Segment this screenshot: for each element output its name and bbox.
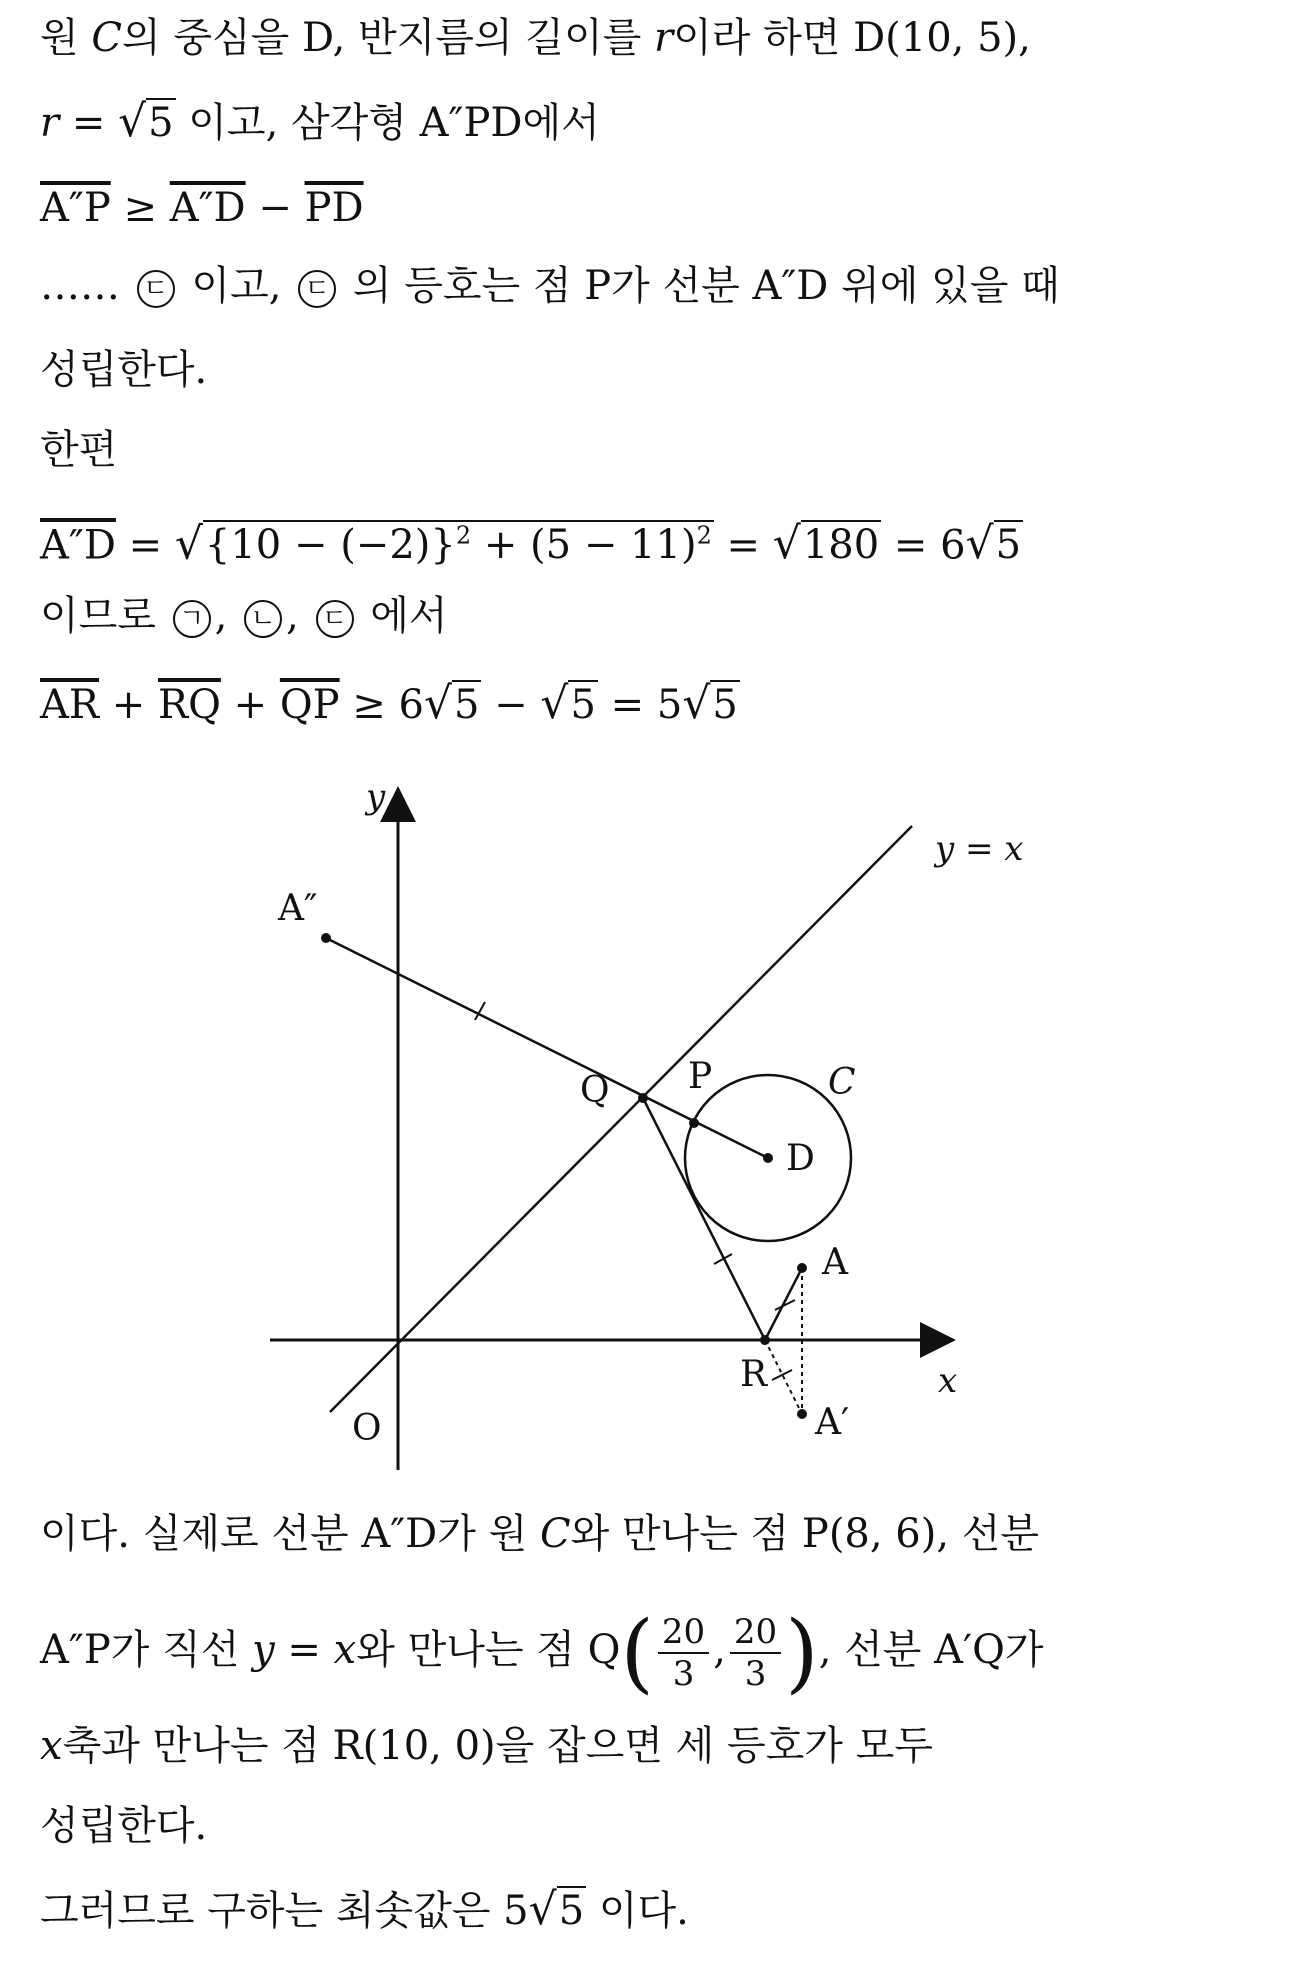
radius-var: r <box>653 15 674 61</box>
point-R <box>760 1335 770 1345</box>
exponent: 2 <box>455 522 472 550</box>
circle-name: C <box>539 1511 571 1557</box>
point-Q <box>638 1093 648 1103</box>
sqrt-arg: 5 <box>995 522 1022 569</box>
minus: − <box>481 682 541 728</box>
label-x-axis: x <box>938 1361 958 1401</box>
sqrt-arg: 5 <box>148 100 174 146</box>
sqrt-expr: √5 <box>540 678 596 729</box>
text-seg: 와 만나는 점 Q <box>356 1627 621 1673</box>
paren: ) <box>785 1603 819 1703</box>
text-seg: , <box>214 593 241 639</box>
text-seg: 의 등호는 점 P가 선분 A″D 위에 있을 때 <box>340 263 1060 309</box>
text-seg: 이므로 <box>40 593 169 639</box>
label-A: A <box>822 1242 848 1283</box>
equals: = <box>713 522 773 569</box>
term: {10 − (−2)} <box>204 522 456 569</box>
ellipsis: …… <box>40 263 133 309</box>
segment-A2D: A″D <box>40 522 116 569</box>
equals: = <box>115 522 175 569</box>
text-line-7 <box>40 512 1023 569</box>
var-y: y <box>252 1627 275 1673</box>
segment-A2-D <box>326 938 768 1158</box>
text-line-9 <box>40 680 740 729</box>
sqrt-arg: 5 <box>712 682 738 728</box>
segment-R-A <box>765 1268 802 1340</box>
sqrt-expr: $√\{10 - (-2)\}^2 + (5 - 11)^2$ <box>174 518 712 570</box>
sqrt-expr: √5 <box>528 1884 585 1935</box>
label-P: P <box>688 1056 713 1097</box>
text-seg: , <box>286 593 312 639</box>
sqrt-expr: √180 <box>772 518 880 570</box>
segment-A2P: A″P <box>40 185 111 231</box>
term: = 6 <box>881 522 966 569</box>
text-seg: 원 <box>40 15 92 61</box>
label-Q: Q <box>580 1070 610 1111</box>
circled-label: ㄷ <box>298 270 336 308</box>
denominator: 3 <box>672 1654 695 1694</box>
text-seg: 그러므로 구하는 최솟값은 5 <box>40 1888 529 1934</box>
circled-label: ㄴ <box>244 600 282 638</box>
circled-label: ㄷ <box>316 600 354 638</box>
text-seg: 와 만나는 점 P(8, 6), 선분 <box>570 1511 1040 1557</box>
minus: − <box>245 185 305 231</box>
text-line-5: 성립한다. <box>40 347 208 393</box>
plus: + <box>99 682 158 728</box>
fraction <box>730 1612 781 1694</box>
circle-name: C <box>91 15 122 61</box>
text-seg: 이고, 삼각형 A″PD에서 <box>175 100 600 146</box>
text-line-3 <box>40 184 364 232</box>
text-line-2 <box>40 98 600 147</box>
text-line-14 <box>40 1886 689 1935</box>
text-line-10 <box>40 1510 1039 1558</box>
point-A1 <box>797 1409 807 1419</box>
segment-R-A1 <box>765 1340 802 1414</box>
fraction <box>658 1612 709 1694</box>
exponent: 2 <box>696 522 712 550</box>
circled-label: ㄱ <box>173 600 211 638</box>
segment-Q-R <box>643 1098 765 1340</box>
label-line-eq: y = x <box>935 829 1024 869</box>
radius-var: r <box>40 100 60 146</box>
sqrt-arg: 180 <box>802 522 880 569</box>
text-seg: 이고, <box>178 263 295 309</box>
label-A1: A′ <box>815 1402 850 1443</box>
circled-label: ㄷ <box>137 270 175 308</box>
equals: = <box>274 1627 334 1673</box>
segment-AR: $\overline{AR}$ <box>40 682 100 728</box>
text-seg: 이라 하면 D(10, 5), <box>673 15 1031 61</box>
text-line-8 <box>40 592 448 640</box>
text-seg: , 선분 A′Q가 <box>818 1627 1044 1673</box>
text-seg: 이다. 실제로 선분 A″D가 원 <box>40 1511 540 1557</box>
denominator: 3 <box>744 1654 767 1694</box>
paren: ( <box>620 1603 654 1703</box>
term: ≥ 6 <box>339 682 424 728</box>
numerator: 20 <box>658 1612 709 1654</box>
tick-mark <box>772 1370 792 1380</box>
segment-RQ: $\overline{RQ}$ <box>157 682 221 728</box>
segment-QP: $\overline{QP}$ <box>279 682 340 728</box>
equals: = <box>59 100 119 146</box>
text-line-11 <box>40 1603 1044 1703</box>
term: + (5 − 11) <box>471 522 697 569</box>
point-A2 <box>321 933 331 943</box>
text-seg: A″P가 직선 <box>40 1627 253 1673</box>
sqrt-arg: 5 <box>454 682 480 728</box>
term: = 5 <box>597 682 683 728</box>
segment-PD: $\overline{PD}$ <box>304 185 364 231</box>
sqrt-arg: 5 <box>558 1888 585 1934</box>
label-origin: O <box>352 1408 382 1449</box>
geometry-diagram <box>0 770 1290 1470</box>
comma: , <box>713 1627 726 1673</box>
text-seg: 이다. <box>586 1888 689 1934</box>
label-y-axis: y <box>366 777 386 817</box>
geq: ≥ <box>110 185 170 231</box>
var-x: x <box>40 1723 63 1769</box>
text-seg: 의 중심을 D, 반지름의 길이를 <box>121 15 654 61</box>
point-D <box>763 1153 773 1163</box>
sqrt-expr: √5 <box>682 678 738 729</box>
var-x: x <box>333 1627 357 1673</box>
text-line-6: 한편 <box>40 427 118 473</box>
line-y-equals-x <box>330 826 912 1412</box>
sqrt-expr: √5 <box>118 96 174 147</box>
sqrt-expr: √5 <box>965 518 1022 570</box>
point-P <box>689 1118 699 1128</box>
text-line-4 <box>40 262 1060 310</box>
plus: + <box>220 682 280 728</box>
point-A <box>797 1263 807 1273</box>
label-C: C <box>828 1062 856 1103</box>
label-D: D <box>786 1138 815 1179</box>
label-R: R <box>740 1354 768 1395</box>
label-A2: A″ <box>278 888 318 929</box>
sqrt-expr: √5 <box>423 678 480 729</box>
text-line-1 <box>40 14 1031 62</box>
text-seg: 에서 <box>357 593 448 639</box>
text-line-13: 성립한다. <box>40 1803 208 1849</box>
sqrt-arg: 5 <box>570 682 596 728</box>
segment-A2D: A″D <box>169 185 246 231</box>
sqrt-arg <box>203 520 714 568</box>
numerator: 20 <box>730 1612 781 1654</box>
text-line-12 <box>40 1722 933 1770</box>
text-seg: 축과 만나는 점 R(10, 0)을 잡으면 세 등호가 모두 <box>62 1723 933 1769</box>
